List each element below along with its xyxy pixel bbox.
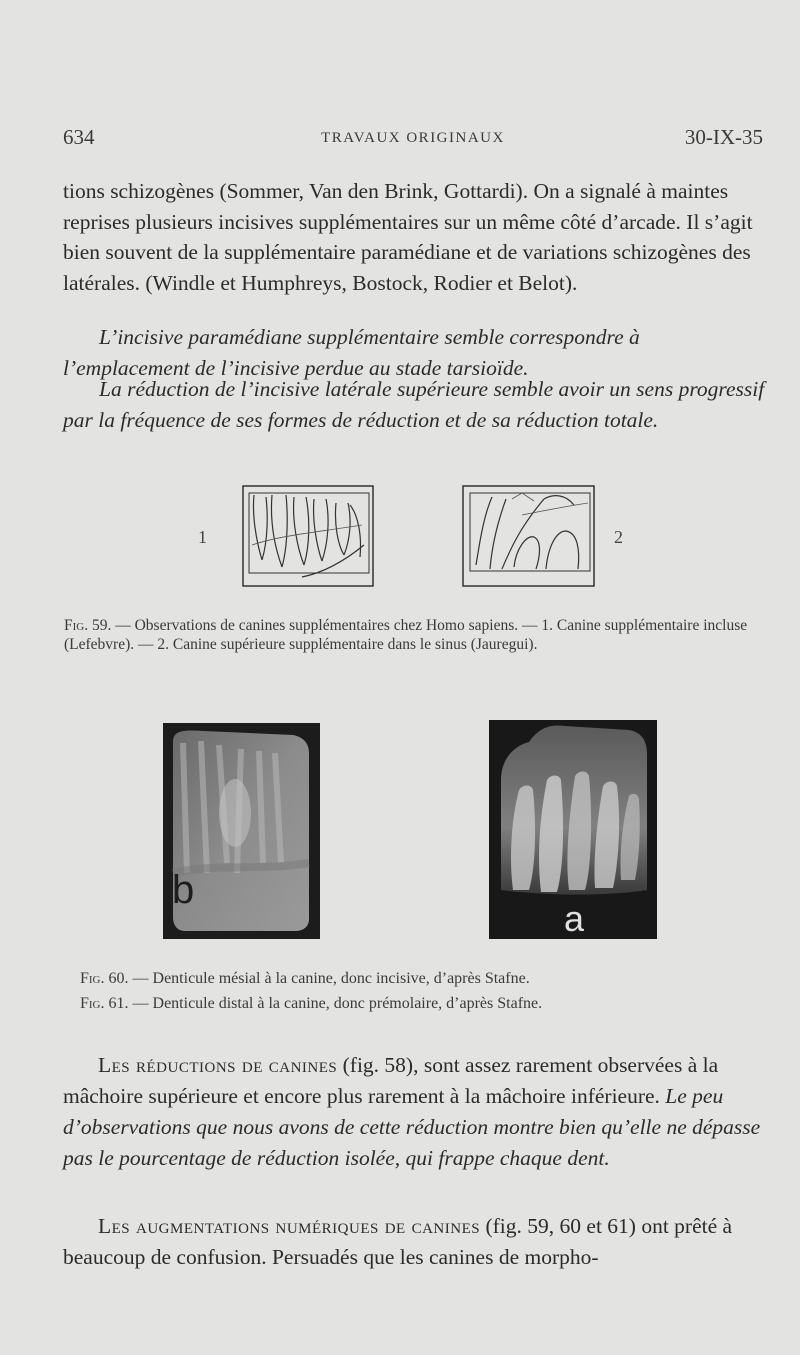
running-title: TRAVAUX ORIGINAUX	[321, 130, 505, 146]
paragraph-5-text: (fig. 59, 60 et 61) ont prêté à beaucoup de confusion. Persuadés que les canines de morpho-	[63, 1214, 733, 1269]
paragraph-1: tions schizogènes (Sommer, Van den Brink, Gottardi). On a signalé à maintes reprises plusieurs incisives supplémentaires sur un même côté d’arcade. Il s’agit bien souvent de la supplémentaire paramédiane et de variations schizogènes des latérales. (Windle et Humphreys, Bostock, Rodier et Belot).	[63, 179, 753, 295]
paragraph-4	[63, 1050, 767, 1174]
figure-59-drawing-2	[462, 485, 596, 588]
paragraph-3	[63, 374, 767, 436]
page-number: 634	[63, 125, 95, 149]
figure-59-caption-text: — Observations de canines supplémentaires chez Homo sapiens. — 1. Canine supplémentaire incluse (Lefebvre). — 2. Canine supérieure supplémentaire dans le sinus (Jauregui).	[64, 617, 748, 653]
figure-60-caption-label: Fig. 60.	[80, 970, 129, 987]
paragraph-2-text: L’incisive paramédiane supplémentaire semble correspondre à l’emplacement de l’incisive perdue au stade tarsioïde.	[63, 325, 640, 380]
paragraph-3-text: La réduction de l’incisive latérale supérieure semble avoir un sens progressif par la fréquence de ses formes de réduction et de sa réduction totale.	[63, 377, 765, 432]
figure-59-caption-label: Fig. 59.	[64, 617, 112, 634]
figure-59	[0, 485, 800, 595]
xray-letter-a: a	[564, 898, 585, 939]
paragraph-5-lead: Les augmentations numériques de canines	[98, 1214, 481, 1238]
page-header	[63, 125, 763, 155]
figure-60-61-captions	[80, 966, 780, 1016]
paragraph-4-text: (fig. 58), sont assez rarement observées à la mâchoire supérieure et encore plus rarement à la mâchoire inférieure.	[63, 1053, 719, 1108]
figure-61-caption	[80, 991, 780, 1016]
figure-59-caption	[64, 617, 769, 654]
figure-59-label-2: 2	[614, 527, 623, 547]
figure-61-caption-text: — Denticule distal à la canine, donc prémolaire, d’après Stafne.	[128, 995, 543, 1012]
figure-59-drawing-1	[242, 485, 375, 588]
figure-60-caption-text: — Denticule mésial à la canine, donc incisive, d’après Stafne.	[128, 970, 530, 987]
header-date: 30-IX-35	[684, 125, 763, 149]
paragraph-4-lead: Les réductions de canines	[98, 1053, 338, 1077]
figure-60-caption	[80, 966, 780, 991]
paragraph-4-italic: Le peu d’observations que nous avons de cette réduction montre bien qu’elle ne dépasse pas le pourcentage de réduction isolée, qui frappe chaque dent.	[63, 1084, 761, 1170]
figure-59-label-1: 1	[198, 527, 207, 547]
figure-61-caption-label: Fig. 61.	[80, 995, 129, 1012]
xray-letter-b: b	[172, 868, 195, 912]
paragraph-5	[63, 1211, 767, 1273]
